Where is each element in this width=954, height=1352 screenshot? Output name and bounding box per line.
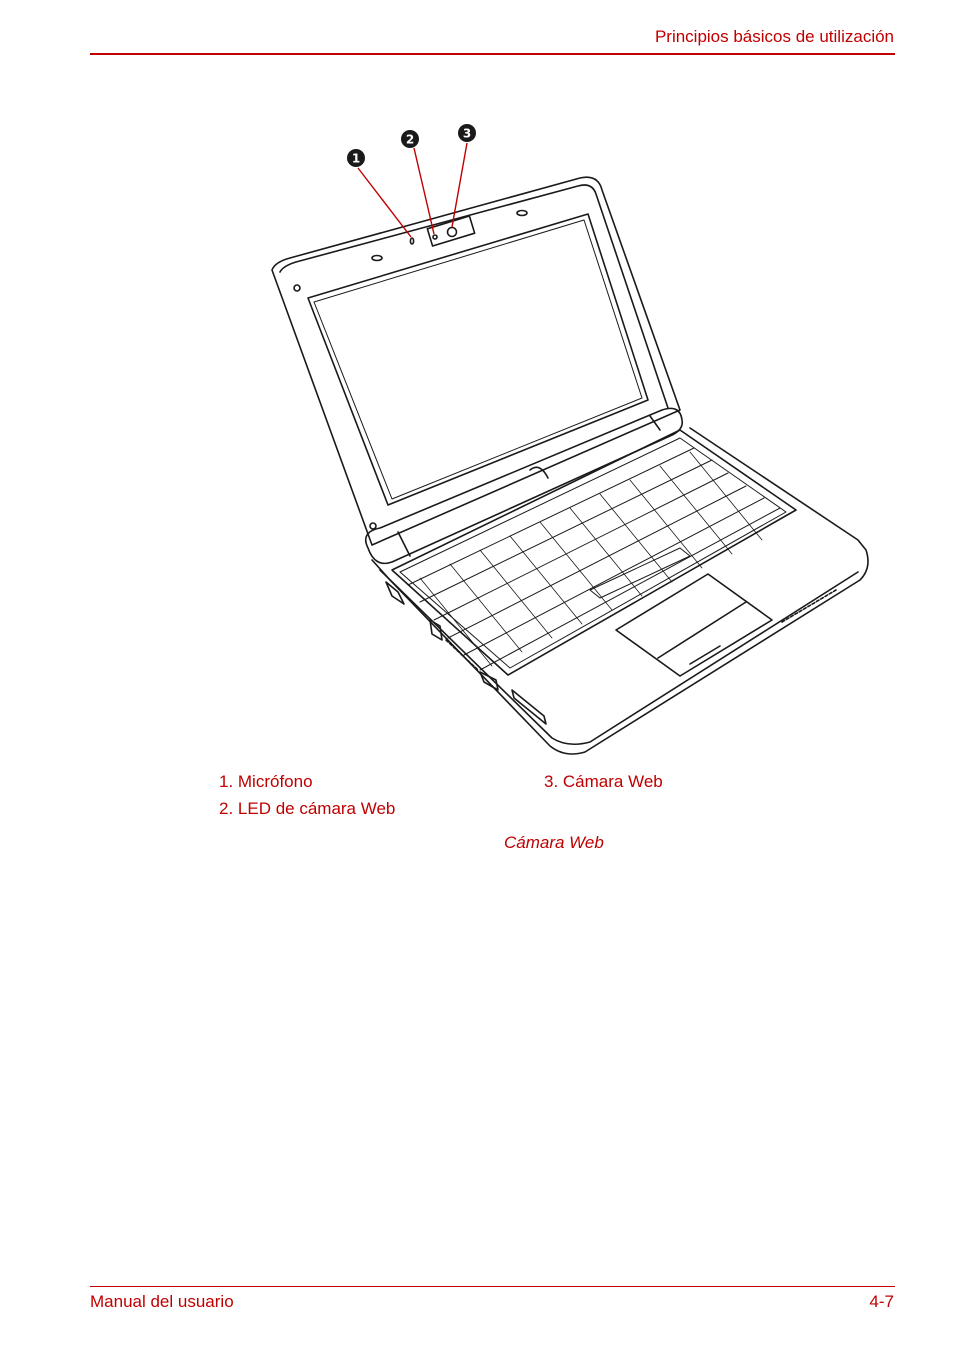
microphone-hole bbox=[410, 238, 413, 244]
header-rule bbox=[90, 53, 895, 55]
footer-manual-title: Manual del usuario bbox=[90, 1292, 234, 1311]
spacebar bbox=[590, 548, 690, 598]
screen-bezel-line bbox=[314, 220, 642, 499]
laptop-illustration bbox=[255, 118, 885, 763]
page-number: 4-7 bbox=[869, 1292, 894, 1311]
callout-3 bbox=[458, 124, 476, 142]
svg-text:3: 3 bbox=[462, 126, 472, 141]
webcam-led bbox=[433, 235, 437, 239]
svg-text:1: 1 bbox=[351, 151, 361, 166]
svg-text:2: 2 bbox=[405, 132, 415, 147]
callout-2 bbox=[401, 130, 419, 148]
footer-rule bbox=[90, 1286, 895, 1287]
figure-caption: Cámara Web bbox=[504, 833, 604, 852]
legend-item-webcam-led: 2. LED de cámara Web bbox=[219, 799, 396, 818]
callout-1 bbox=[347, 149, 365, 167]
keyboard-area bbox=[392, 430, 796, 675]
webcam-lens bbox=[448, 228, 457, 237]
legend-item-webcam: 3. Cámara Web bbox=[544, 772, 663, 791]
legend-item-microphone: 1. Micrófono bbox=[219, 772, 313, 791]
screen bbox=[308, 214, 648, 505]
running-header: Principios básicos de utilización bbox=[654, 27, 894, 46]
